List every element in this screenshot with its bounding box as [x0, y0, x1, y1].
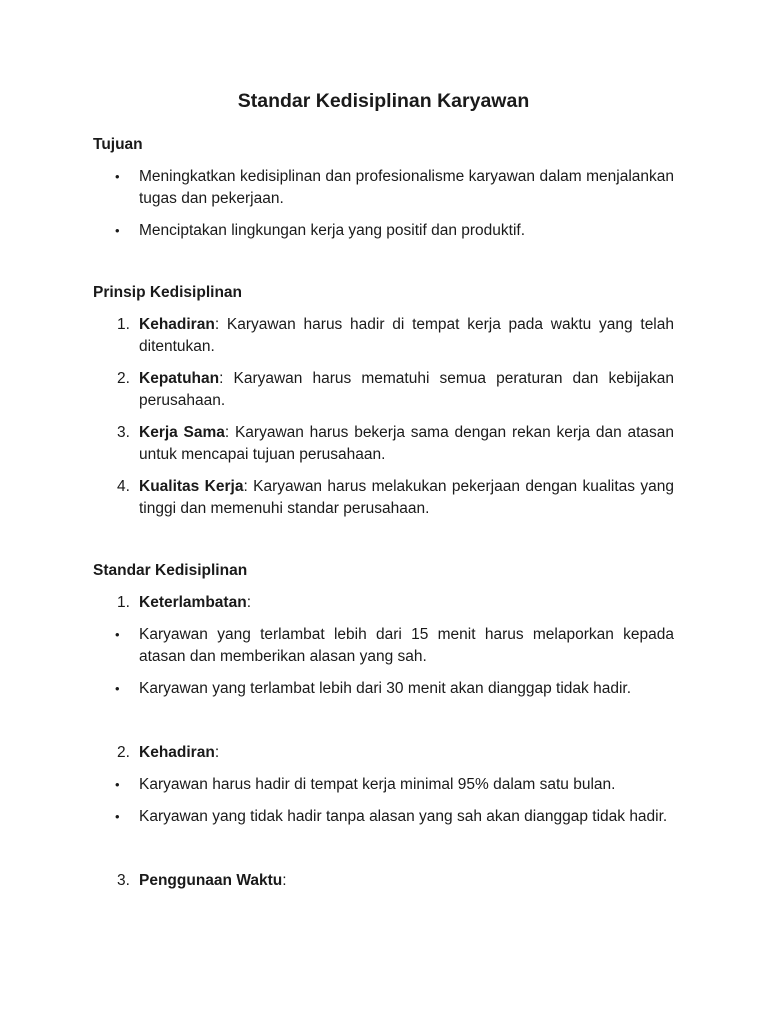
list-item-term: Kehadiran — [139, 744, 215, 761]
standar-group-kehadiran — [93, 742, 674, 764]
list-number: 4. — [117, 478, 130, 495]
list-item-suffix: : — [214, 744, 220, 761]
list-item-text: : Karyawan harus mematuhi semua peraturan dan kebijakan perusahaan. — [139, 370, 674, 409]
tujuan-list — [93, 166, 674, 242]
section-heading-prinsip: Prinsip Kedisiplinan — [93, 284, 242, 301]
list-item-term: Penggunaan Waktu — [139, 872, 283, 889]
bullet-marker: • — [115, 169, 120, 184]
bullet-marker: • — [115, 681, 120, 696]
spacer — [93, 710, 674, 742]
spacer — [93, 530, 674, 560]
list-item-text: Karyawan yang terlambat lebih dari 15 menit harus melaporkan kepada atasan dan memberikan alasan yang sah. — [139, 626, 674, 665]
list-number: 1. — [117, 316, 130, 333]
list-item-text: Karyawan harus hadir di tempat kerja minimal 95% dalam satu bulan. — [139, 776, 616, 793]
list-item-text: Menciptakan lingkungan kerja yang positif dan produktif. — [139, 222, 526, 239]
list-item-text: : Karyawan harus bekerja sama dengan rekan kerja dan atasan untuk mencapai tujuan perusahaan. — [139, 424, 674, 463]
kehadiran-bullets — [93, 774, 674, 828]
list-number: 3. — [117, 424, 130, 441]
list-number: 2. — [117, 370, 130, 387]
list-item — [93, 870, 674, 892]
list-item-text: : Karyawan harus hadir di tempat kerja pada waktu yang telah ditentukan. — [139, 316, 674, 355]
list-number: 1. — [117, 594, 130, 611]
bullet-marker: • — [115, 809, 120, 824]
list-item-term: Kepatuhan — [139, 370, 220, 387]
keterlambatan-bullets — [93, 624, 674, 700]
bullet-marker: • — [115, 777, 120, 792]
standar-group-keterlambatan — [93, 592, 674, 614]
spacer — [93, 252, 674, 282]
bullet-marker: • — [115, 223, 120, 238]
spacer — [93, 838, 674, 870]
list-item-term: Kualitas Kerja — [139, 478, 244, 495]
list-item — [93, 166, 674, 210]
list-item — [93, 314, 674, 358]
list-item — [93, 592, 674, 614]
list-item-term: Kehadiran — [139, 316, 215, 333]
list-item — [93, 774, 674, 796]
section-heading-standar: Standar Kedisiplinan — [93, 562, 248, 579]
list-item — [93, 678, 674, 700]
list-item-suffix: : — [282, 872, 287, 889]
section-heading-tujuan: Tujuan — [93, 136, 143, 153]
list-number: 2. — [117, 744, 130, 761]
document-title: Standar Kedisiplinan Karyawan — [237, 90, 530, 112]
list-item — [93, 368, 674, 412]
list-item — [93, 742, 674, 764]
list-item-text: Karyawan yang terlambat lebih dari 30 menit akan dianggap tidak hadir. — [139, 680, 632, 697]
list-item — [93, 422, 674, 466]
standar-group-penggunaan-waktu — [93, 870, 674, 892]
bullet-marker: • — [115, 627, 120, 642]
list-number: 3. — [117, 872, 130, 889]
prinsip-list — [93, 314, 674, 520]
list-item-text: Karyawan yang tidak hadir tanpa alasan yang sah akan dianggap tidak hadir. — [139, 808, 668, 825]
list-item-suffix: : — [246, 594, 251, 611]
list-item — [93, 220, 674, 242]
list-item — [93, 806, 674, 828]
list-item — [93, 476, 674, 520]
list-item-text: : Karyawan harus melakukan pekerjaan dengan kualitas yang tinggi dan memenuhi standar perusahaan. — [139, 478, 674, 517]
list-item-text: Meningkatkan kedisiplinan dan profesionalisme karyawan dalam menjalankan tugas dan pekerjaan. — [139, 168, 674, 207]
list-item-term: Keterlambatan — [139, 594, 247, 611]
list-item — [93, 624, 674, 668]
list-item-term: Kerja Sama — [139, 424, 225, 441]
